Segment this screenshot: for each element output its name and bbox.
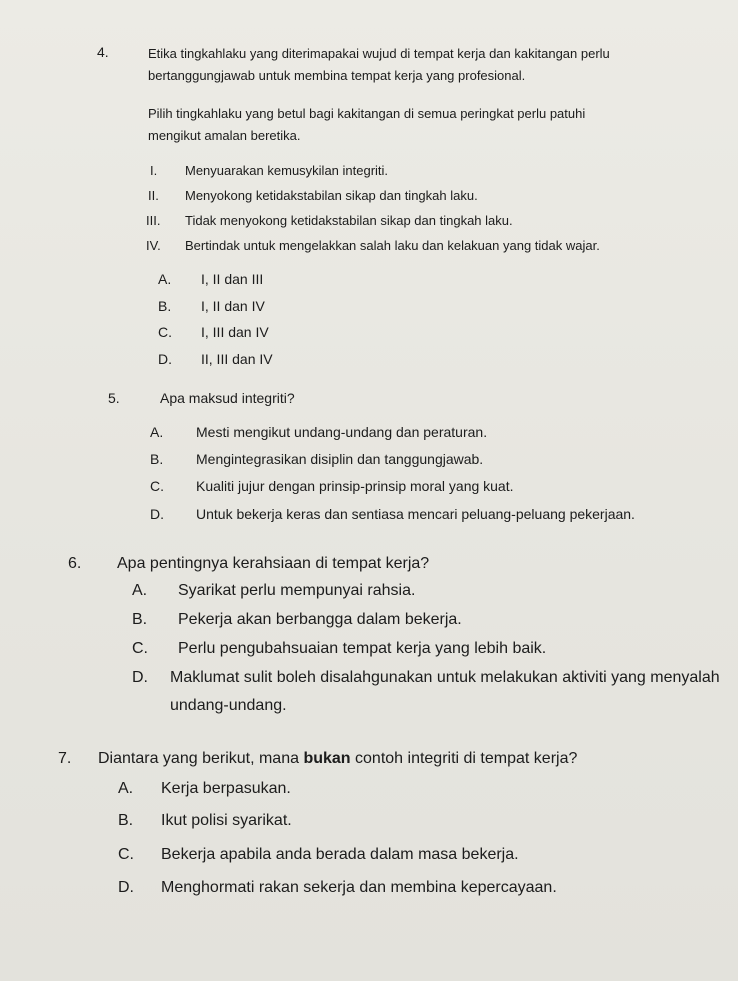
question-stem <box>98 750 577 768</box>
option-letter[interactable]: C. <box>132 640 148 657</box>
option-text[interactable]: Mengintegrasikan disiplin dan tanggungjawab. <box>196 451 484 467</box>
question-number: 5. <box>108 390 120 406</box>
option-letter[interactable]: B. <box>132 611 148 628</box>
option-text[interactable]: Bekerja apabila anda berada dalam masa bekerja. <box>161 846 519 863</box>
option-letter[interactable]: B. <box>150 451 164 467</box>
option-text[interactable]: Pekerja akan berbangga dalam bekerja. <box>178 611 462 628</box>
statement-text: Tidak menyokong ketidakstabilan sikap dan tingkah laku. <box>185 213 513 228</box>
option-letter[interactable]: C. <box>158 324 172 340</box>
option-text[interactable]: Untuk bekerja keras dan sentiasa mencari peluang-peluang pekerjaan. <box>196 506 635 522</box>
statement-numeral: I. <box>150 163 158 178</box>
option-letter[interactable]: A. <box>118 780 134 797</box>
question-stem-line: Etika tingkahlaku yang diterimapakai wujud di tempat kerja dan kakitangan perlu <box>148 46 610 61</box>
option-text[interactable]: I, II dan IV <box>201 298 265 314</box>
option-text[interactable]: Perlu pengubahsuaian tempat kerja yang lebih baik. <box>178 640 547 657</box>
statement-text: Bertindak untuk mengelakkan salah laku dan kelakuan yang tidak wajar. <box>185 238 600 253</box>
option-text[interactable]: Mesti mengikut undang-undang dan peraturan. <box>196 424 488 440</box>
statement-numeral: II. <box>148 188 159 203</box>
question-instruction-line: Pilih tingkahlaku yang betul bagi kakitangan di semua peringkat perlu patuhi <box>148 106 586 121</box>
option-text[interactable]: Syarikat perlu mempunyai rahsia. <box>178 582 416 599</box>
option-text[interactable]: Kualiti jujur dengan prinsip-prinsip moral yang kuat. <box>196 478 514 494</box>
question-number: 7. <box>58 750 72 767</box>
statement-numeral: III. <box>146 213 161 228</box>
option-letter[interactable]: D. <box>150 506 164 522</box>
option-letter[interactable]: A. <box>158 271 172 287</box>
question-stem-line: bertanggungjawab untuk membina tempat kerja yang profesional. <box>148 68 526 83</box>
question-stem-emphasis: bukan <box>303 750 351 767</box>
statement-text: Menyokong ketidakstabilan sikap dan tingkah laku. <box>185 188 478 203</box>
option-text[interactable]: II, III dan IV <box>201 351 273 367</box>
option-text-continuation: undang-undang. <box>170 697 287 714</box>
option-text[interactable]: Menghormati rakan sekerja dan membina kepercayaan. <box>161 879 557 896</box>
question-stem-text: Diantara yang berikut, mana <box>98 750 304 767</box>
question-instruction-line: mengikut amalan beretika. <box>148 128 301 143</box>
option-text[interactable]: Ikut polisi syarikat. <box>161 812 292 829</box>
statement-text: Menyuarakan kemusykilan integriti. <box>185 163 389 178</box>
option-letter[interactable]: C. <box>150 478 164 494</box>
question-number: 6. <box>68 555 82 572</box>
option-letter[interactable]: B. <box>158 298 172 314</box>
question-number: 4. <box>97 44 109 60</box>
option-text[interactable]: Kerja berpasukan. <box>161 780 291 797</box>
question-stem-text: contoh integriti di tempat kerja? <box>350 750 578 767</box>
option-text[interactable]: I, III dan IV <box>201 324 269 340</box>
option-letter[interactable]: A. <box>132 582 148 599</box>
question-stem: Apa pentingnya kerahsiaan di tempat kerja? <box>117 555 430 572</box>
option-letter[interactable]: C. <box>118 846 134 863</box>
statement-numeral: IV. <box>146 238 161 253</box>
option-text[interactable]: I, II dan III <box>201 271 264 287</box>
option-letter[interactable]: D. <box>118 879 134 896</box>
option-letter[interactable]: D. <box>158 351 172 367</box>
option-letter[interactable]: B. <box>118 812 134 829</box>
question-stem: Apa maksud integriti? <box>160 390 295 406</box>
option-letter[interactable]: A. <box>150 424 164 440</box>
option-text[interactable]: Maklumat sulit boleh disalahgunakan untuk melakukan aktiviti yang menyalah <box>170 669 720 686</box>
option-letter[interactable]: D. <box>132 669 148 686</box>
